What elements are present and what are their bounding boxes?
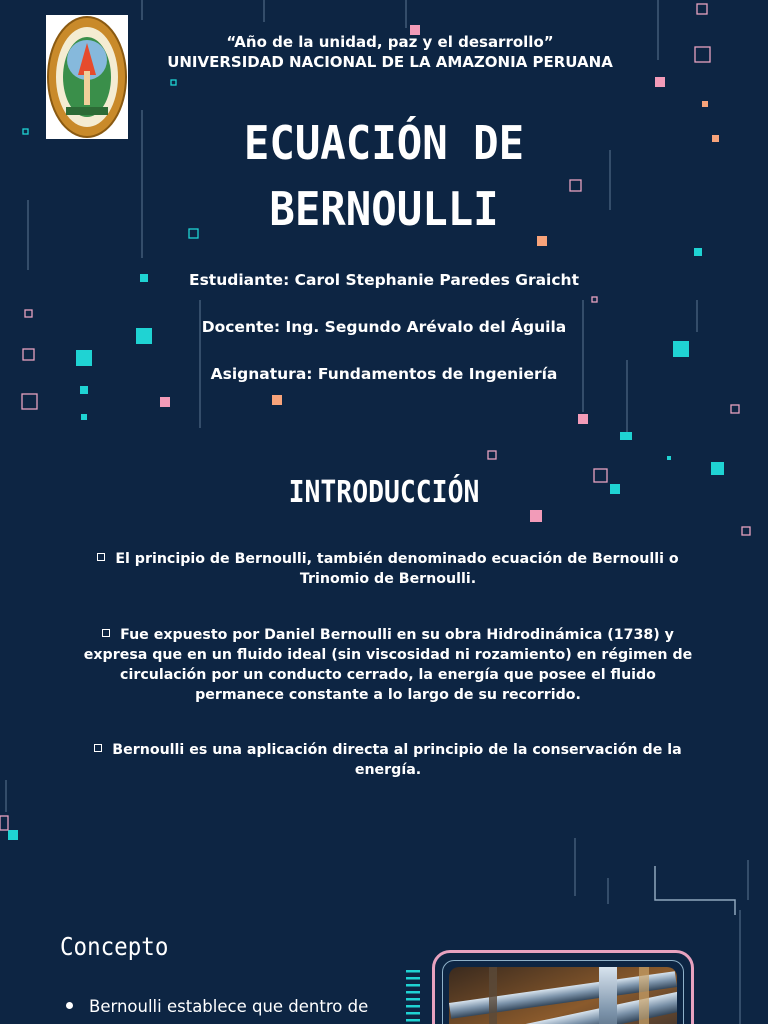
page-title xyxy=(169,110,600,242)
intro-item-1 xyxy=(78,549,698,589)
concept-item xyxy=(66,995,396,1019)
teacher-line: Docente: Ing. Segundo Arévalo del Águila xyxy=(201,318,567,336)
header-text xyxy=(130,32,650,72)
title-line-1: ECUACIÓN DE xyxy=(243,116,525,170)
university-name: UNIVERSIDAD NACIONAL DE LA AMAZONIA PERUANA xyxy=(167,53,613,71)
intro-item-3-text: Bernoulli es una aplicación directa al principio de la conservación de la energía. xyxy=(112,742,682,778)
motto-text: “Año de la unidad, paz y el desarrollo” xyxy=(226,33,554,51)
pipes-illustration xyxy=(449,967,677,1024)
university-logo xyxy=(46,15,128,139)
intro-item-1-text: El principio de Bernoulli, también denominado ecuación de Bernoulli o Trinomio de Bernoulli. xyxy=(115,551,679,587)
square-bullet-icon xyxy=(97,553,105,561)
square-bullet-icon xyxy=(94,744,102,752)
title-line-2: BERNOULLI xyxy=(269,182,499,236)
intro-item-3 xyxy=(78,740,698,780)
student-line: Estudiante: Carol Stephanie Paredes Graicht xyxy=(188,271,579,289)
course-line: Asignatura: Fundamentos de Ingeniería xyxy=(210,365,558,383)
round-bullet-icon xyxy=(66,1002,73,1009)
concept-text: Bernoulli establece que dentro de xyxy=(89,997,369,1016)
concept-heading: Concepto xyxy=(60,932,169,961)
industrial-pipes-image xyxy=(449,967,677,1024)
introduction-heading: INTRODUCCIÓN xyxy=(288,475,480,510)
intro-item-2-text: Fue expuesto por Daniel Bernoulli en su obra Hidrodinámica (1738) y expresa que en un fluido ideal (sin viscosidad ni rozamiento) en régimen de circulación por un conducto cerrado, la energía que posee el fluido permanece constante a lo largo de su recorrido. xyxy=(83,627,693,703)
square-bullet-icon xyxy=(102,629,110,637)
intro-item-2 xyxy=(78,625,698,705)
university-seal-icon xyxy=(46,15,128,139)
image-frame-inner xyxy=(442,960,684,1024)
